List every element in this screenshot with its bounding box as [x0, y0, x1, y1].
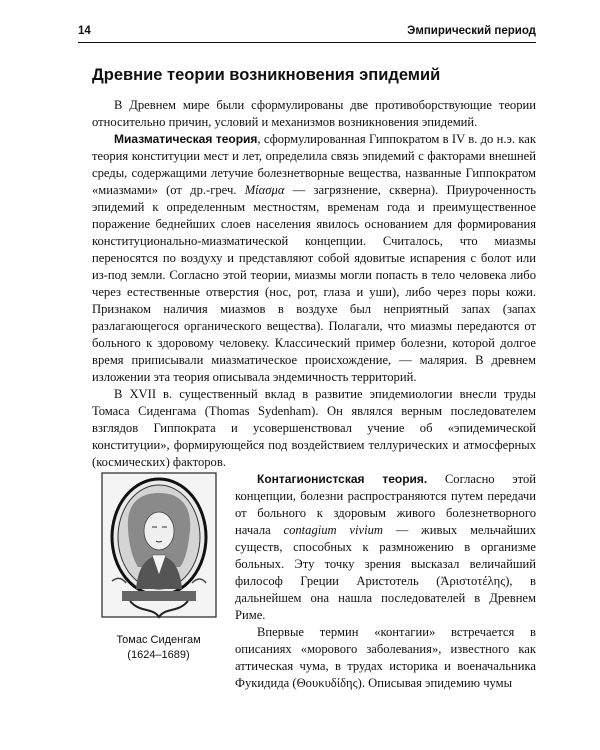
caption-years: (1624–1689)	[127, 649, 190, 661]
paragraph-text: В XVII в. существенный вклад в развитие эпидемиологии внесли труды Томаса Сиденгама (Thomas Sydenham). Он являлся верным последователем взглядов Гиппократа и усовершенствовал учение об «эпидемической конституции», формирующейся под воздействием теллурических и атмосферных (космических) факторов.	[92, 387, 536, 469]
paragraph-contagia: Впервые термин «контагии» встречается в описаниях «морового заболевания», известного как аттическая чума, в трудах историка и военачальника Фукидида (Θουκυδίδης). Описывая эпидемию чумы	[235, 625, 536, 690]
section-title: Эмпирический период	[407, 25, 536, 37]
paragraph-text: — живых мельчайших существ, способных к размножению в организме больных. Эту точку зрения высказал величайший философ Греции Аристотель (Ἀριστοτέλης), в дальнейшем она нашла последователей в Древнем Риме.	[235, 523, 536, 622]
sydenham-portrait	[100, 471, 218, 619]
term-contagionist-theory: Контагионистская теория.	[257, 472, 428, 486]
figure-caption	[92, 633, 225, 663]
paragraph-text: Согласно этой концепции, болезни распространяются путем передачи от больного к здоровым живого болезнетворного начала	[235, 472, 536, 537]
paragraph-text: — загрязнение, скверна). Приуроченность эпидемий к определенным местностям, временам года и преимущественное поражение беднейших слоев населения явилось основанием для формирования конституционально-миазматической концепции. Считалось, что миазмы переносятся по воздуху и представляют собой ядовитые испарения с болот или из-под земли. Согласно этой теории, миазмы могли попасть в тело человека либо через естественные отверстия (нос, рот, глаза и уши), либо через поры кожи. Признаком наличия миазмов в воздухе был неприятный запах (запах разлагающегося органического вещества). Полагали, что миазмы передаются от больного к здоровому человеку. Классический пример болезни, которой долгое время приписывали миазматическое происхождение, — малярия. В древнем изложении эта теория описывала эндемичность территорий.	[92, 183, 536, 384]
running-header	[78, 22, 536, 43]
body-text	[92, 97, 536, 703]
term-miasmatic-theory: Миазматическая теория	[114, 132, 258, 146]
portrait-figure	[92, 433, 225, 703]
greek-word: Μίασμα	[244, 183, 285, 197]
page-number: 14	[78, 25, 91, 37]
latin-term: contagium vivium	[283, 523, 383, 537]
paragraph-intro: В Древнем мире были сформулированы две противоборствующие теории относительно причин, условий и механизмов возникновения эпидемий.	[92, 98, 536, 129]
paragraph-text: , сформулированная Гиппократом в IV в. до н.э. как теория конституции мест и лет, определила связь эпидемий с факторами внешней среды, содержащими летучие болезнетворные вещества, названные Гиппократом «миазмами» (от др.-греч.	[92, 132, 536, 197]
portrait-engraving	[100, 471, 218, 619]
chapter-heading: Древние теории возникновения эпидемий	[92, 66, 441, 84]
caption-name: Томас Сиденгам	[116, 634, 201, 646]
paragraph-miasmatic	[92, 131, 536, 386]
